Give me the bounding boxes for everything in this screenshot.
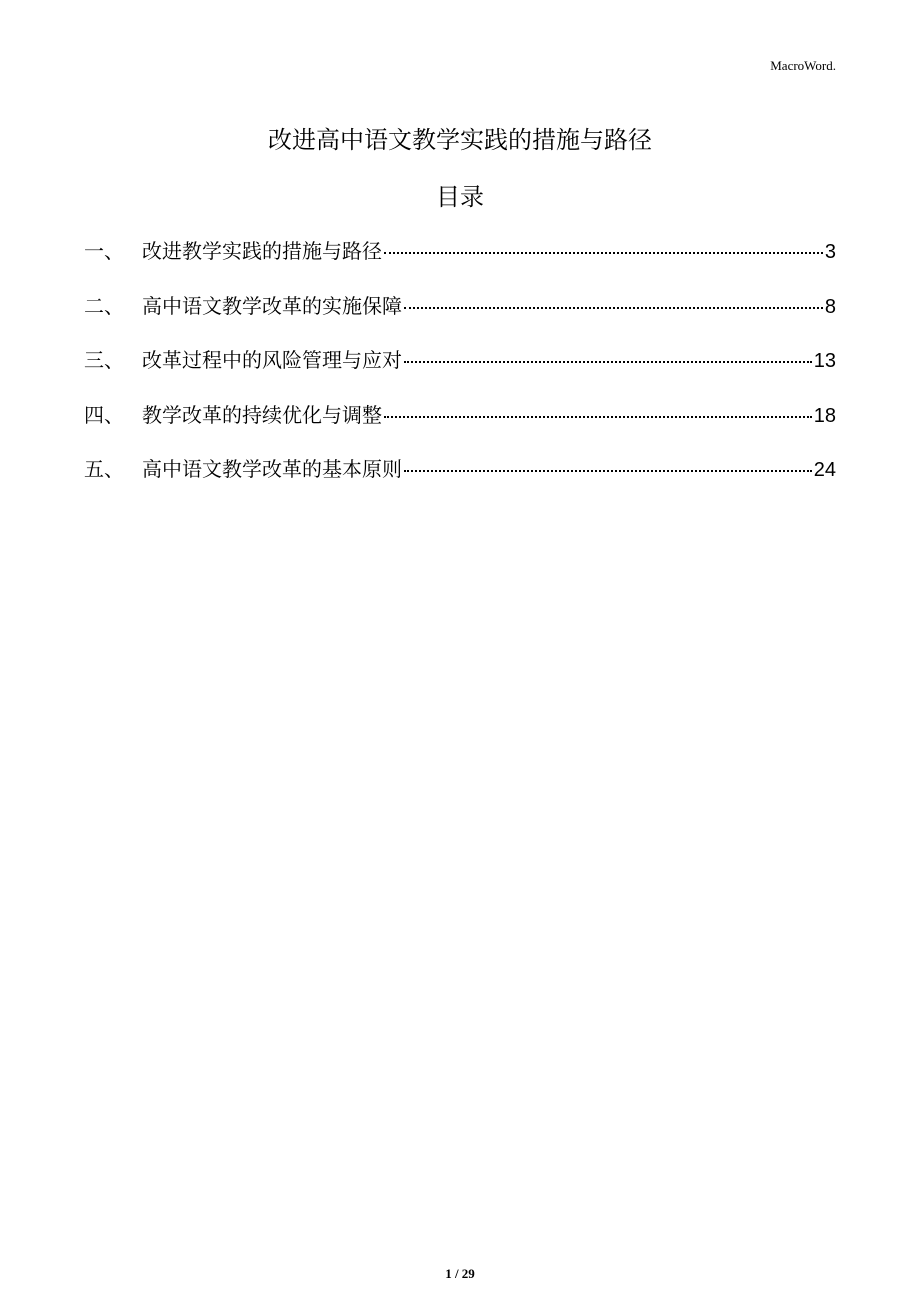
toc-entry[interactable] (84, 344, 836, 399)
toc-entry[interactable] (84, 235, 836, 290)
toc-entry-number: 一、 (84, 239, 124, 263)
toc-entry-number: 五、 (84, 457, 124, 481)
toc-entry-page[interactable]: 8 (824, 295, 836, 318)
toc-entry-text[interactable]: 改革过程中的风险管理与应对 (142, 348, 402, 372)
toc-entry-number: 四、 (84, 402, 124, 427)
table-of-contents (84, 235, 836, 508)
toc-entry[interactable] (84, 453, 836, 508)
toc-entry-page[interactable]: 24 (813, 459, 836, 481)
toc-entry-page[interactable]: 18 (813, 404, 836, 427)
toc-dot-leader (404, 361, 812, 363)
toc-entry[interactable] (84, 399, 836, 454)
toc-dot-leader (384, 416, 812, 418)
toc-entry-number: 二、 (84, 293, 124, 318)
toc-entry[interactable] (84, 290, 836, 345)
document-title: 改进高中语文教学实践的措施与路径 (268, 126, 652, 154)
toc-entry-text[interactable]: 教学改革的持续优化与调整 (142, 402, 382, 427)
toc-entry-page[interactable]: 13 (813, 350, 836, 372)
toc-entry-text[interactable]: 高中语文教学改革的基本原则 (142, 457, 402, 481)
toc-dot-leader (404, 470, 812, 472)
toc-entry-page[interactable]: 3 (824, 241, 836, 263)
toc-entry-number: 三、 (84, 348, 124, 372)
toc-entry-text[interactable]: 高中语文教学改革的实施保障 (142, 293, 402, 318)
toc-dot-leader (384, 252, 823, 254)
toc-entry-text[interactable]: 改进教学实践的措施与路径 (142, 239, 382, 263)
toc-heading: 目录 (436, 183, 484, 211)
toc-dot-leader (404, 307, 823, 309)
page-number-footer: 1 / 29 (445, 1266, 475, 1281)
header-brand: MacroWord. (770, 58, 836, 73)
